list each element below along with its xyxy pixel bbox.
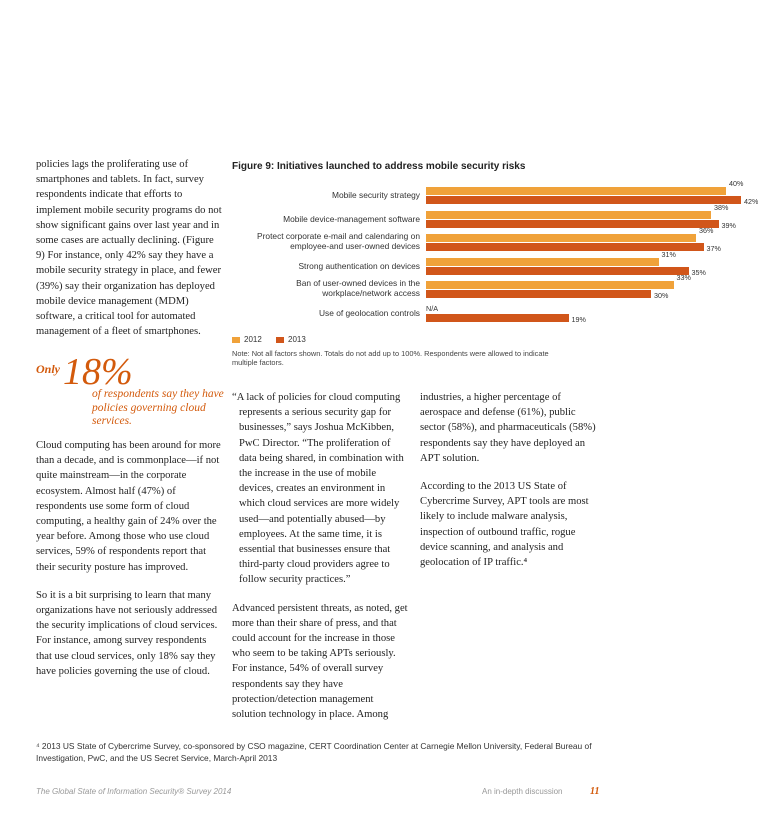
figure-9-chart bbox=[232, 152, 758, 382]
footnote: ⁴ 2013 US State of Cybercrime Survey, co-sponsored by CSO magazine, CERT Coordination Center at Carnegie Mellon University, Federal Bureau of Investigation, PwC, and the US Secret Service, March-April 2013 bbox=[36, 741, 592, 763]
data-label: 40% bbox=[729, 179, 744, 188]
category-label-line: Mobile device-management software bbox=[283, 213, 420, 224]
paragraph-cloud-policies: So it is a bit surprising to learn that many organizations have not seriously addressed the security implications of cloud services. For instance, among survey respondents that use cloud services, only 18% say they have policies governing the use of cloud. bbox=[36, 589, 218, 677]
bar-2013 bbox=[426, 196, 741, 204]
bar-2012 bbox=[426, 234, 696, 242]
category-label-line: workplace/network access bbox=[322, 288, 420, 298]
category-label-line: Mobile security strategy bbox=[332, 190, 420, 200]
data-label: 35% bbox=[691, 267, 706, 277]
legend-swatch-2012 bbox=[232, 337, 240, 343]
bar-2013 bbox=[426, 220, 719, 228]
pull-quote-callout bbox=[36, 351, 226, 436]
bar-2012 bbox=[426, 258, 659, 266]
callout-percentage: 18% bbox=[63, 351, 133, 393]
data-label: 19% bbox=[571, 314, 586, 324]
data-label: 31% bbox=[661, 249, 676, 259]
paragraph-mobile-policies: policies lags the proliferating use of smartphones and tablets. In fact, survey respondents indicate that efforts to implement mobile security programs do not show significant gains over last year and in some cases are actually declining. (Figure 9) For instance, only 42% say they have a mobile security strategy in place, and fewer (39%) say their organization has deployed mobile device management (MDM) software, a critical tool for automated management of a fleet of smartphones. bbox=[36, 159, 222, 338]
category-label-line: employee-and user-owned devices bbox=[290, 241, 420, 251]
footer-report-title: The Global State of Information Security® Survey 2014 bbox=[36, 787, 232, 796]
legend-label-2013: 2013 bbox=[288, 335, 306, 344]
bar-2013 bbox=[426, 290, 651, 298]
legend-swatch-2013 bbox=[276, 337, 284, 343]
body-column-1 bbox=[36, 157, 222, 352]
chart-note: Note: Not all factors shown. Totals do not add up to 100%. Respondents were allowed to indicate multiple factors. bbox=[232, 349, 549, 367]
footer-section: An in-depth discussion bbox=[482, 787, 563, 796]
data-label: 38% bbox=[714, 202, 729, 212]
chart-title: Figure 9: Initiatives launched to address mobile security risks bbox=[232, 161, 526, 172]
category-label bbox=[210, 190, 420, 200]
bar-2012 bbox=[426, 281, 674, 289]
bar-2012 bbox=[426, 187, 726, 195]
bar-2013 bbox=[426, 314, 569, 322]
data-label: 30% bbox=[654, 291, 669, 300]
category-label-line: Ban of user-owned devices in the bbox=[296, 278, 420, 288]
bar-2013 bbox=[426, 267, 689, 275]
category-label bbox=[210, 261, 420, 271]
category-label bbox=[210, 308, 420, 318]
bar-2012 bbox=[426, 211, 711, 219]
paragraph-industries: industries, a higher percentage of aerospace and defense (61%), public sector (58%), and pharmaceuticals (58%) respondents say they have deployed an APT solution. bbox=[420, 392, 596, 464]
legend-2013 bbox=[276, 335, 306, 344]
category-label bbox=[210, 278, 420, 298]
body-column-1-lower bbox=[36, 438, 222, 692]
category-label bbox=[210, 214, 420, 224]
legend-2012 bbox=[232, 335, 262, 344]
data-label: 42% bbox=[744, 197, 758, 206]
category-label bbox=[210, 231, 420, 251]
data-label: N/A bbox=[426, 303, 438, 313]
page-number: 11 bbox=[590, 786, 600, 797]
data-label: 37% bbox=[706, 244, 721, 253]
data-label: 39% bbox=[721, 220, 736, 230]
paragraph-quote-mckibben: “A lack of policies for cloud computing represents a serious security gap for businesses,” says Joshua McKibben, PwC Director. “The proliferation of data being shared, in combination with the increase in the use of mobile devices, creates an environment in which cloud services are more widely used—and potentially abused—by employees. At the same time, it is essential that businesses ensure that third-party cloud providers agree to follow security practices.” bbox=[232, 392, 404, 586]
callout-only: Only bbox=[36, 362, 60, 376]
category-label-line: Use of geolocation controls bbox=[318, 307, 420, 318]
body-column-3 bbox=[420, 390, 600, 583]
body-column-2 bbox=[232, 390, 410, 735]
paragraph-cloud-intro: Cloud computing has been around for more than a decade, and is commonplace—if not quite mainstream—in the corporate ecosystem. Almost half (47%) of respondents use some form of cloud computing, a healthy gain of 24% over the year before. Among those who use cloud services, 59% of respondents report that their security posture has improved. bbox=[36, 440, 221, 573]
data-label: 36% bbox=[699, 226, 714, 235]
callout-text: of respondents say they have policies governing cloud services. bbox=[92, 388, 224, 427]
paragraph-apt: Advanced persistent threats, as noted, get more than their share of press, and that could account for the increase in those who seem to be taking APTs seriously. For instance, 54% of overall survey respondents say they have protection/detection management solution technology in place. Among bbox=[232, 602, 408, 721]
category-label-line: Protect corporate e-mail and calendaring on bbox=[257, 231, 420, 241]
paragraph-cybercrime-survey: According to the 2013 US State of Cybercrime Survey, APT tools are most likely to include malware analysis, inspection of outbound traffic, rogue device scanning, and analysis and geolocation of IP traffic.⁴ bbox=[420, 481, 589, 569]
legend-label-2012: 2012 bbox=[244, 335, 262, 344]
data-label: 33% bbox=[676, 273, 691, 282]
category-label-line: Strong authentication on devices bbox=[298, 260, 420, 271]
